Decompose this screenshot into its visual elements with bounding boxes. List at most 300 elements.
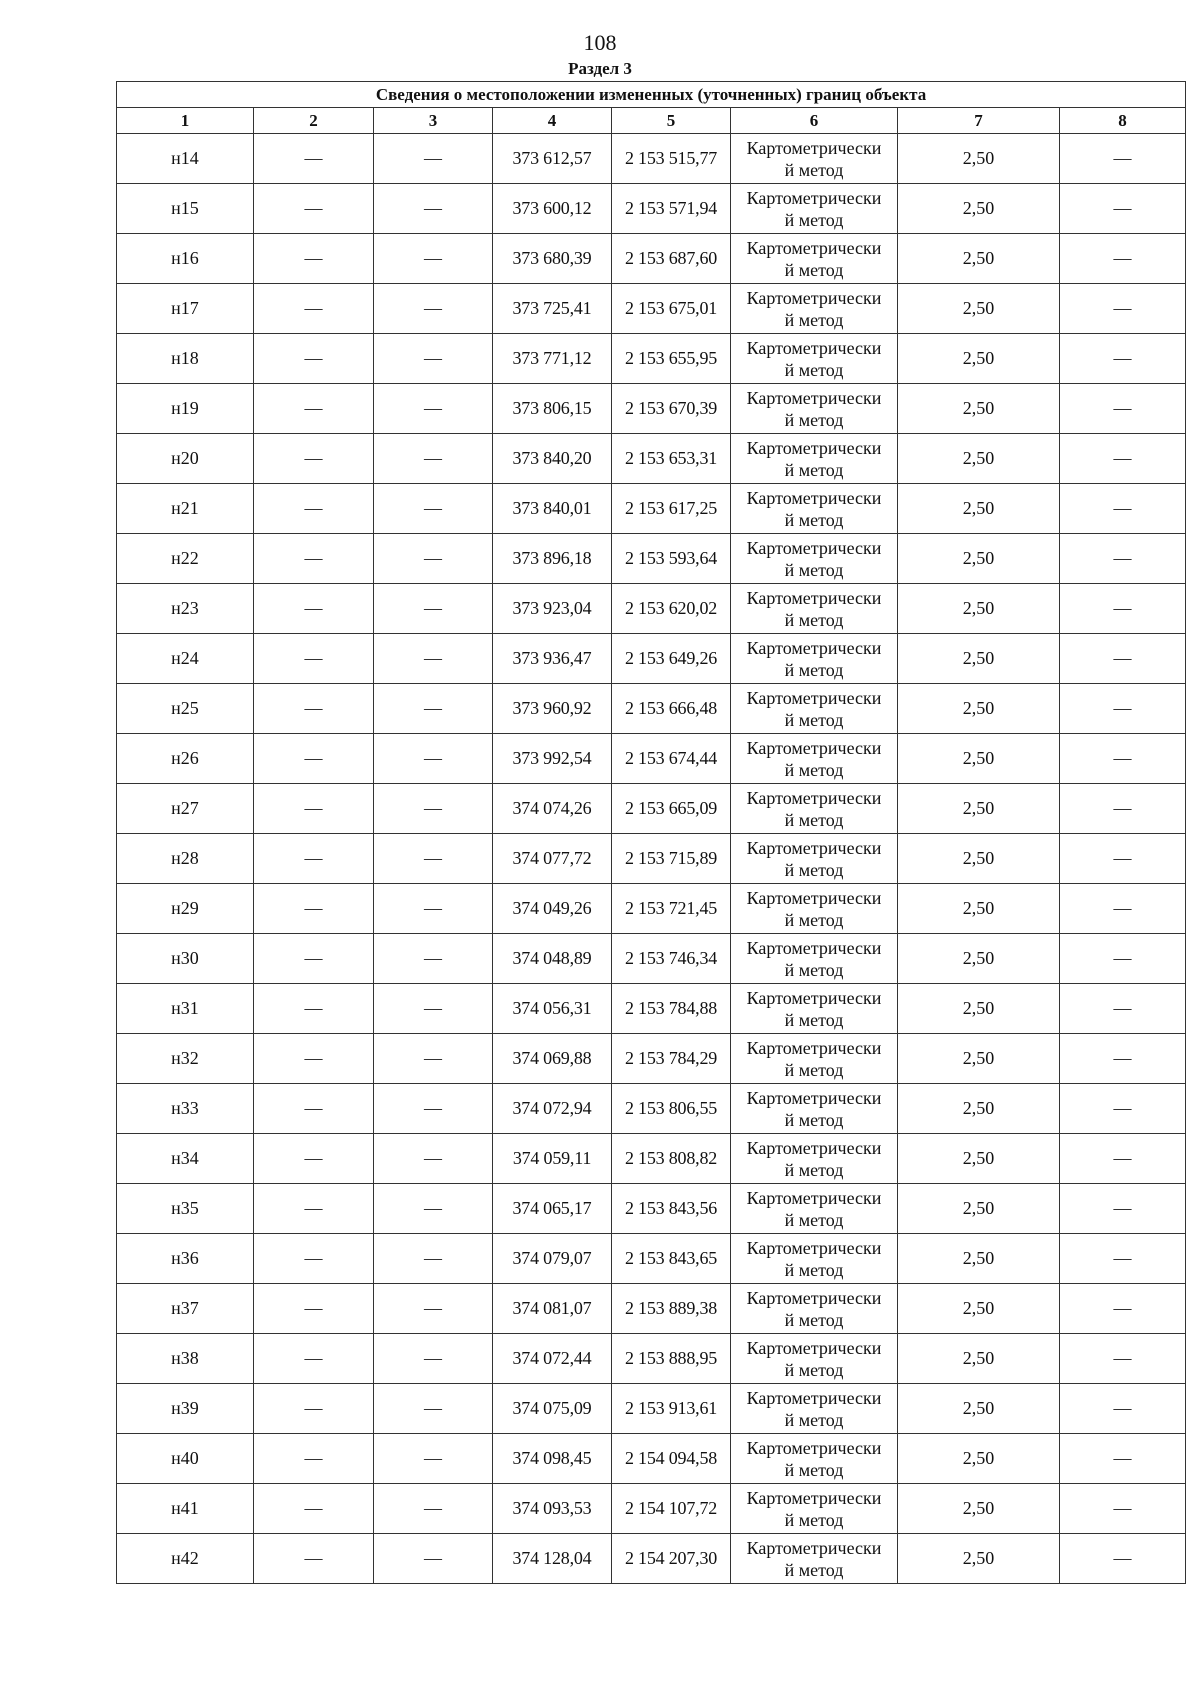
- method-cell: [731, 1234, 898, 1284]
- column-2-cell: —: [254, 184, 374, 234]
- method-text-line: й метод: [784, 359, 844, 380]
- column-number: 8: [1060, 108, 1186, 134]
- column-2-cell: —: [254, 1134, 374, 1184]
- method-cell: [731, 634, 898, 684]
- column-3-cell: —: [374, 584, 493, 634]
- column-3-cell: —: [374, 234, 493, 284]
- y-coordinate-cell: 2 153 889,38: [612, 1284, 731, 1334]
- column-2-cell: —: [254, 934, 374, 984]
- x-coordinate-cell: 373 840,01: [493, 484, 612, 534]
- column-8-cell: —: [1060, 1234, 1186, 1284]
- column-3-cell: —: [374, 784, 493, 834]
- table-row: [117, 1134, 1186, 1184]
- method-text-line: Картометрически: [746, 487, 882, 508]
- method-cell: [731, 284, 898, 334]
- column-3-cell: —: [374, 1484, 493, 1534]
- accuracy-cell: 2,50: [898, 1434, 1060, 1484]
- y-coordinate-cell: 2 153 808,82: [612, 1134, 731, 1184]
- column-8-cell: —: [1060, 484, 1186, 534]
- column-8-cell: —: [1060, 134, 1186, 184]
- y-coordinate-cell: 2 153 784,29: [612, 1034, 731, 1084]
- accuracy-cell: 2,50: [898, 534, 1060, 584]
- table-row: [117, 934, 1186, 984]
- column-3-cell: —: [374, 884, 493, 934]
- accuracy-cell: 2,50: [898, 884, 1060, 934]
- column-8-cell: —: [1060, 434, 1186, 484]
- column-3-cell: —: [374, 984, 493, 1034]
- method-text-line: Картометрически: [746, 1087, 882, 1108]
- column-number: 1: [117, 108, 254, 134]
- point-cell: н40: [117, 1434, 254, 1484]
- method-cell: [731, 684, 898, 734]
- table-row: [117, 684, 1186, 734]
- method-text-line: й метод: [784, 859, 844, 880]
- column-8-cell: —: [1060, 1534, 1186, 1584]
- method-text-line: й метод: [784, 509, 844, 530]
- column-2-cell: —: [254, 284, 374, 334]
- point-cell: н18: [117, 334, 254, 384]
- column-8-cell: —: [1060, 1184, 1186, 1234]
- column-2-cell: —: [254, 984, 374, 1034]
- method-cell: [731, 784, 898, 834]
- point-cell: н20: [117, 434, 254, 484]
- method-text-line: й метод: [784, 209, 844, 230]
- method-text-line: Картометрически: [746, 637, 882, 658]
- accuracy-cell: 2,50: [898, 784, 1060, 834]
- y-coordinate-cell: 2 153 715,89: [612, 834, 731, 884]
- y-coordinate-cell: 2 153 593,64: [612, 534, 731, 584]
- column-2-cell: —: [254, 134, 374, 184]
- method-text-line: Картометрически: [746, 1237, 882, 1258]
- method-text-line: Картометрически: [746, 1487, 882, 1508]
- table-row: [117, 634, 1186, 684]
- column-8-cell: —: [1060, 1434, 1186, 1484]
- table-row: [117, 384, 1186, 434]
- x-coordinate-cell: 373 600,12: [493, 184, 612, 234]
- point-cell: н25: [117, 684, 254, 734]
- table-row: [117, 234, 1186, 284]
- point-cell: н23: [117, 584, 254, 634]
- x-coordinate-cell: 373 960,92: [493, 684, 612, 734]
- column-number: 6: [731, 108, 898, 134]
- table-row: [117, 1384, 1186, 1434]
- method-cell: [731, 984, 898, 1034]
- accuracy-cell: 2,50: [898, 134, 1060, 184]
- column-8-cell: —: [1060, 984, 1186, 1034]
- table-row: [117, 1334, 1186, 1384]
- column-3-cell: —: [374, 484, 493, 534]
- column-2-cell: —: [254, 684, 374, 734]
- table-row: [117, 284, 1186, 334]
- method-text-line: Картометрически: [746, 1037, 882, 1058]
- point-cell: н15: [117, 184, 254, 234]
- column-3-cell: —: [374, 384, 493, 434]
- column-8-cell: —: [1060, 1334, 1186, 1384]
- accuracy-cell: 2,50: [898, 1484, 1060, 1534]
- method-text-line: й метод: [784, 1459, 844, 1480]
- y-coordinate-cell: 2 153 674,44: [612, 734, 731, 784]
- method-text-line: й метод: [784, 309, 844, 330]
- y-coordinate-cell: 2 153 665,09: [612, 784, 731, 834]
- column-number: 2: [254, 108, 374, 134]
- method-text-line: й метод: [784, 159, 844, 180]
- column-2-cell: —: [254, 634, 374, 684]
- method-cell: [731, 1034, 898, 1084]
- method-text-line: й метод: [784, 1309, 844, 1330]
- x-coordinate-cell: 373 923,04: [493, 584, 612, 634]
- method-text-line: Картометрически: [746, 1187, 882, 1208]
- point-cell: н17: [117, 284, 254, 334]
- table-row: [117, 984, 1186, 1034]
- accuracy-cell: 2,50: [898, 984, 1060, 1034]
- point-cell: н32: [117, 1034, 254, 1084]
- column-3-cell: —: [374, 684, 493, 734]
- method-cell: [731, 1134, 898, 1184]
- method-text-line: й метод: [784, 809, 844, 830]
- column-3-cell: —: [374, 434, 493, 484]
- column-number: 7: [898, 108, 1060, 134]
- x-coordinate-cell: 373 771,12: [493, 334, 612, 384]
- x-coordinate-cell: 374 072,44: [493, 1334, 612, 1384]
- y-coordinate-cell: 2 153 655,95: [612, 334, 731, 384]
- point-cell: н16: [117, 234, 254, 284]
- column-8-cell: —: [1060, 684, 1186, 734]
- method-cell: [731, 1284, 898, 1334]
- table-row: [117, 734, 1186, 784]
- y-coordinate-cell: 2 153 687,60: [612, 234, 731, 284]
- method-text-line: й метод: [784, 259, 844, 280]
- table-row: [117, 1184, 1186, 1234]
- accuracy-cell: 2,50: [898, 484, 1060, 534]
- column-3-cell: —: [374, 1184, 493, 1234]
- y-coordinate-cell: 2 154 094,58: [612, 1434, 731, 1484]
- accuracy-cell: 2,50: [898, 384, 1060, 434]
- method-text-line: Картометрически: [746, 987, 882, 1008]
- column-2-cell: —: [254, 1034, 374, 1084]
- method-cell: [731, 434, 898, 484]
- boundary-coordinates-table: [116, 81, 1186, 1584]
- accuracy-cell: 2,50: [898, 1034, 1060, 1084]
- method-cell: [731, 484, 898, 534]
- x-coordinate-cell: 373 612,57: [493, 134, 612, 184]
- x-coordinate-cell: 374 077,72: [493, 834, 612, 884]
- table-row: [117, 534, 1186, 584]
- method-text-line: Картометрически: [746, 1387, 882, 1408]
- y-coordinate-cell: 2 153 571,94: [612, 184, 731, 234]
- accuracy-cell: 2,50: [898, 434, 1060, 484]
- y-coordinate-cell: 2 153 653,31: [612, 434, 731, 484]
- column-8-cell: —: [1060, 1484, 1186, 1534]
- accuracy-cell: 2,50: [898, 334, 1060, 384]
- x-coordinate-cell: 374 074,26: [493, 784, 612, 834]
- column-8-cell: —: [1060, 284, 1186, 334]
- accuracy-cell: 2,50: [898, 734, 1060, 784]
- column-2-cell: —: [254, 1234, 374, 1284]
- accuracy-cell: 2,50: [898, 234, 1060, 284]
- method-cell: [731, 934, 898, 984]
- method-text-line: й метод: [784, 909, 844, 930]
- method-text-line: й метод: [784, 409, 844, 430]
- section-title: Раздел 3: [568, 59, 632, 78]
- method-cell: [731, 134, 898, 184]
- column-3-cell: —: [374, 284, 493, 334]
- column-8-cell: —: [1060, 384, 1186, 434]
- method-text-line: й метод: [784, 609, 844, 630]
- accuracy-cell: 2,50: [898, 1234, 1060, 1284]
- method-text-line: й метод: [784, 1059, 844, 1080]
- method-cell: [731, 884, 898, 934]
- column-8-cell: —: [1060, 734, 1186, 784]
- method-text-line: й метод: [784, 1559, 844, 1580]
- x-coordinate-cell: 373 806,15: [493, 384, 612, 434]
- point-cell: н36: [117, 1234, 254, 1284]
- method-text-line: й метод: [784, 459, 844, 480]
- accuracy-cell: 2,50: [898, 684, 1060, 734]
- y-coordinate-cell: 2 153 675,01: [612, 284, 731, 334]
- column-2-cell: —: [254, 1084, 374, 1134]
- column-3-cell: —: [374, 1284, 493, 1334]
- method-text-line: Картометрически: [746, 887, 882, 908]
- method-text-line: Картометрически: [746, 237, 882, 258]
- method-text-line: Картометрически: [746, 187, 882, 208]
- column-3-cell: —: [374, 134, 493, 184]
- column-3-cell: —: [374, 1384, 493, 1434]
- accuracy-cell: 2,50: [898, 584, 1060, 634]
- table-row: [117, 1084, 1186, 1134]
- method-text-line: й метод: [784, 1209, 844, 1230]
- accuracy-cell: 2,50: [898, 184, 1060, 234]
- column-8-cell: —: [1060, 534, 1186, 584]
- y-coordinate-cell: 2 153 649,26: [612, 634, 731, 684]
- method-text-line: Картометрически: [746, 437, 882, 458]
- x-coordinate-cell: 374 069,88: [493, 1034, 612, 1084]
- method-text-line: Картометрически: [746, 687, 882, 708]
- table-row: [117, 434, 1186, 484]
- accuracy-cell: 2,50: [898, 1384, 1060, 1434]
- table-row: [117, 1484, 1186, 1534]
- point-cell: н22: [117, 534, 254, 584]
- column-3-cell: —: [374, 734, 493, 784]
- column-8-cell: —: [1060, 1384, 1186, 1434]
- method-cell: [731, 584, 898, 634]
- column-2-cell: —: [254, 1434, 374, 1484]
- column-8-cell: —: [1060, 784, 1186, 834]
- column-3-cell: —: [374, 1534, 493, 1584]
- column-3-cell: —: [374, 1034, 493, 1084]
- page-number: 108: [583, 30, 617, 55]
- column-2-cell: —: [254, 734, 374, 784]
- point-cell: н29: [117, 884, 254, 934]
- table-row: [117, 484, 1186, 534]
- point-cell: н14: [117, 134, 254, 184]
- point-cell: н35: [117, 1184, 254, 1234]
- method-text-line: й метод: [784, 1409, 844, 1430]
- method-text-line: Картометрически: [746, 587, 882, 608]
- point-cell: н42: [117, 1534, 254, 1584]
- column-2-cell: —: [254, 884, 374, 934]
- column-2-cell: —: [254, 1484, 374, 1534]
- y-coordinate-cell: 2 153 666,48: [612, 684, 731, 734]
- point-cell: н21: [117, 484, 254, 534]
- method-cell: [731, 1534, 898, 1584]
- column-2-cell: —: [254, 1184, 374, 1234]
- y-coordinate-cell: 2 153 721,45: [612, 884, 731, 934]
- table-row: [117, 334, 1186, 384]
- column-2-cell: —: [254, 234, 374, 284]
- point-cell: н28: [117, 834, 254, 884]
- point-cell: н27: [117, 784, 254, 834]
- column-numbers-row: [117, 108, 1186, 134]
- method-text-line: Картометрически: [746, 1137, 882, 1158]
- method-text-line: Картометрически: [746, 837, 882, 858]
- table-row: [117, 134, 1186, 184]
- column-8-cell: —: [1060, 1134, 1186, 1184]
- x-coordinate-cell: 374 093,53: [493, 1484, 612, 1534]
- column-8-cell: —: [1060, 234, 1186, 284]
- x-coordinate-cell: 374 048,89: [493, 934, 612, 984]
- method-text-line: Картометрически: [746, 737, 882, 758]
- method-text-line: й метод: [784, 959, 844, 980]
- point-cell: н41: [117, 1484, 254, 1534]
- table-row: [117, 584, 1186, 634]
- table-row: [117, 1434, 1186, 1484]
- method-cell: [731, 1434, 898, 1484]
- column-8-cell: —: [1060, 334, 1186, 384]
- y-coordinate-cell: 2 154 107,72: [612, 1484, 731, 1534]
- column-2-cell: —: [254, 1384, 374, 1434]
- method-cell: [731, 534, 898, 584]
- point-cell: н39: [117, 1384, 254, 1434]
- column-3-cell: —: [374, 934, 493, 984]
- method-cell: [731, 184, 898, 234]
- column-2-cell: —: [254, 834, 374, 884]
- method-cell: [731, 1334, 898, 1384]
- method-text-line: Картометрически: [746, 387, 882, 408]
- column-8-cell: —: [1060, 934, 1186, 984]
- x-coordinate-cell: 374 065,17: [493, 1184, 612, 1234]
- column-number: 4: [493, 108, 612, 134]
- point-cell: н26: [117, 734, 254, 784]
- column-3-cell: —: [374, 1134, 493, 1184]
- point-cell: н31: [117, 984, 254, 1034]
- column-3-cell: —: [374, 334, 493, 384]
- column-number: 5: [612, 108, 731, 134]
- method-text-line: Картометрически: [746, 1437, 882, 1458]
- accuracy-cell: 2,50: [898, 634, 1060, 684]
- y-coordinate-cell: 2 153 843,65: [612, 1234, 731, 1284]
- y-coordinate-cell: 2 153 888,95: [612, 1334, 731, 1384]
- y-coordinate-cell: 2 153 515,77: [612, 134, 731, 184]
- method-text-line: Картометрически: [746, 287, 882, 308]
- method-text-line: й метод: [784, 1009, 844, 1030]
- x-coordinate-cell: 374 072,94: [493, 1084, 612, 1134]
- accuracy-cell: 2,50: [898, 1534, 1060, 1584]
- accuracy-cell: 2,50: [898, 1084, 1060, 1134]
- x-coordinate-cell: 374 059,11: [493, 1134, 612, 1184]
- y-coordinate-cell: 2 153 784,88: [612, 984, 731, 1034]
- column-2-cell: —: [254, 1284, 374, 1334]
- column-number: 3: [374, 108, 493, 134]
- column-2-cell: —: [254, 1334, 374, 1384]
- method-text-line: й метод: [784, 709, 844, 730]
- x-coordinate-cell: 374 049,26: [493, 884, 612, 934]
- method-text-line: Картометрически: [746, 1337, 882, 1358]
- x-coordinate-cell: 373 840,20: [493, 434, 612, 484]
- y-coordinate-cell: 2 153 913,61: [612, 1384, 731, 1434]
- x-coordinate-cell: 373 936,47: [493, 634, 612, 684]
- y-coordinate-cell: 2 153 670,39: [612, 384, 731, 434]
- method-text-line: й метод: [784, 1259, 844, 1280]
- y-coordinate-cell: 2 154 207,30: [612, 1534, 731, 1584]
- x-coordinate-cell: 374 128,04: [493, 1534, 612, 1584]
- method-text-line: й метод: [784, 559, 844, 580]
- point-cell: н24: [117, 634, 254, 684]
- y-coordinate-cell: 2 153 843,56: [612, 1184, 731, 1234]
- x-coordinate-cell: 373 680,39: [493, 234, 612, 284]
- table-caption: Сведения о местоположении измененных (уточненных) границ объекта: [117, 82, 1186, 108]
- column-3-cell: —: [374, 1334, 493, 1384]
- method-cell: [731, 1484, 898, 1534]
- method-cell: [731, 1184, 898, 1234]
- method-cell: [731, 1084, 898, 1134]
- column-3-cell: —: [374, 834, 493, 884]
- column-8-cell: —: [1060, 584, 1186, 634]
- y-coordinate-cell: 2 153 806,55: [612, 1084, 731, 1134]
- accuracy-cell: 2,50: [898, 934, 1060, 984]
- x-coordinate-cell: 374 081,07: [493, 1284, 612, 1334]
- method-text-line: й метод: [784, 1509, 844, 1530]
- table-row: [117, 834, 1186, 884]
- method-text-line: й метод: [784, 1359, 844, 1380]
- x-coordinate-cell: 373 896,18: [493, 534, 612, 584]
- table-row: [117, 1284, 1186, 1334]
- y-coordinate-cell: 2 153 620,02: [612, 584, 731, 634]
- point-cell: н33: [117, 1084, 254, 1134]
- column-8-cell: —: [1060, 1084, 1186, 1134]
- column-3-cell: —: [374, 1434, 493, 1484]
- method-cell: [731, 234, 898, 284]
- x-coordinate-cell: 373 725,41: [493, 284, 612, 334]
- table-row: [117, 884, 1186, 934]
- table-row: [117, 784, 1186, 834]
- column-3-cell: —: [374, 634, 493, 684]
- method-cell: [731, 1384, 898, 1434]
- y-coordinate-cell: 2 153 617,25: [612, 484, 731, 534]
- accuracy-cell: 2,50: [898, 834, 1060, 884]
- x-coordinate-cell: 374 056,31: [493, 984, 612, 1034]
- accuracy-cell: 2,50: [898, 1134, 1060, 1184]
- method-text-line: Картометрически: [746, 337, 882, 358]
- column-3-cell: —: [374, 534, 493, 584]
- table-row: [117, 1234, 1186, 1284]
- column-8-cell: —: [1060, 184, 1186, 234]
- x-coordinate-cell: 374 075,09: [493, 1384, 612, 1434]
- method-text-line: й метод: [784, 659, 844, 680]
- column-8-cell: —: [1060, 634, 1186, 684]
- column-3-cell: —: [374, 184, 493, 234]
- column-2-cell: —: [254, 1534, 374, 1584]
- method-cell: [731, 834, 898, 884]
- table-row: [117, 1534, 1186, 1584]
- column-8-cell: —: [1060, 1284, 1186, 1334]
- point-cell: н30: [117, 934, 254, 984]
- method-text-line: Картометрически: [746, 1537, 882, 1558]
- point-cell: н34: [117, 1134, 254, 1184]
- method-text-line: Картометрически: [746, 137, 882, 158]
- column-2-cell: —: [254, 584, 374, 634]
- accuracy-cell: 2,50: [898, 1284, 1060, 1334]
- column-8-cell: —: [1060, 884, 1186, 934]
